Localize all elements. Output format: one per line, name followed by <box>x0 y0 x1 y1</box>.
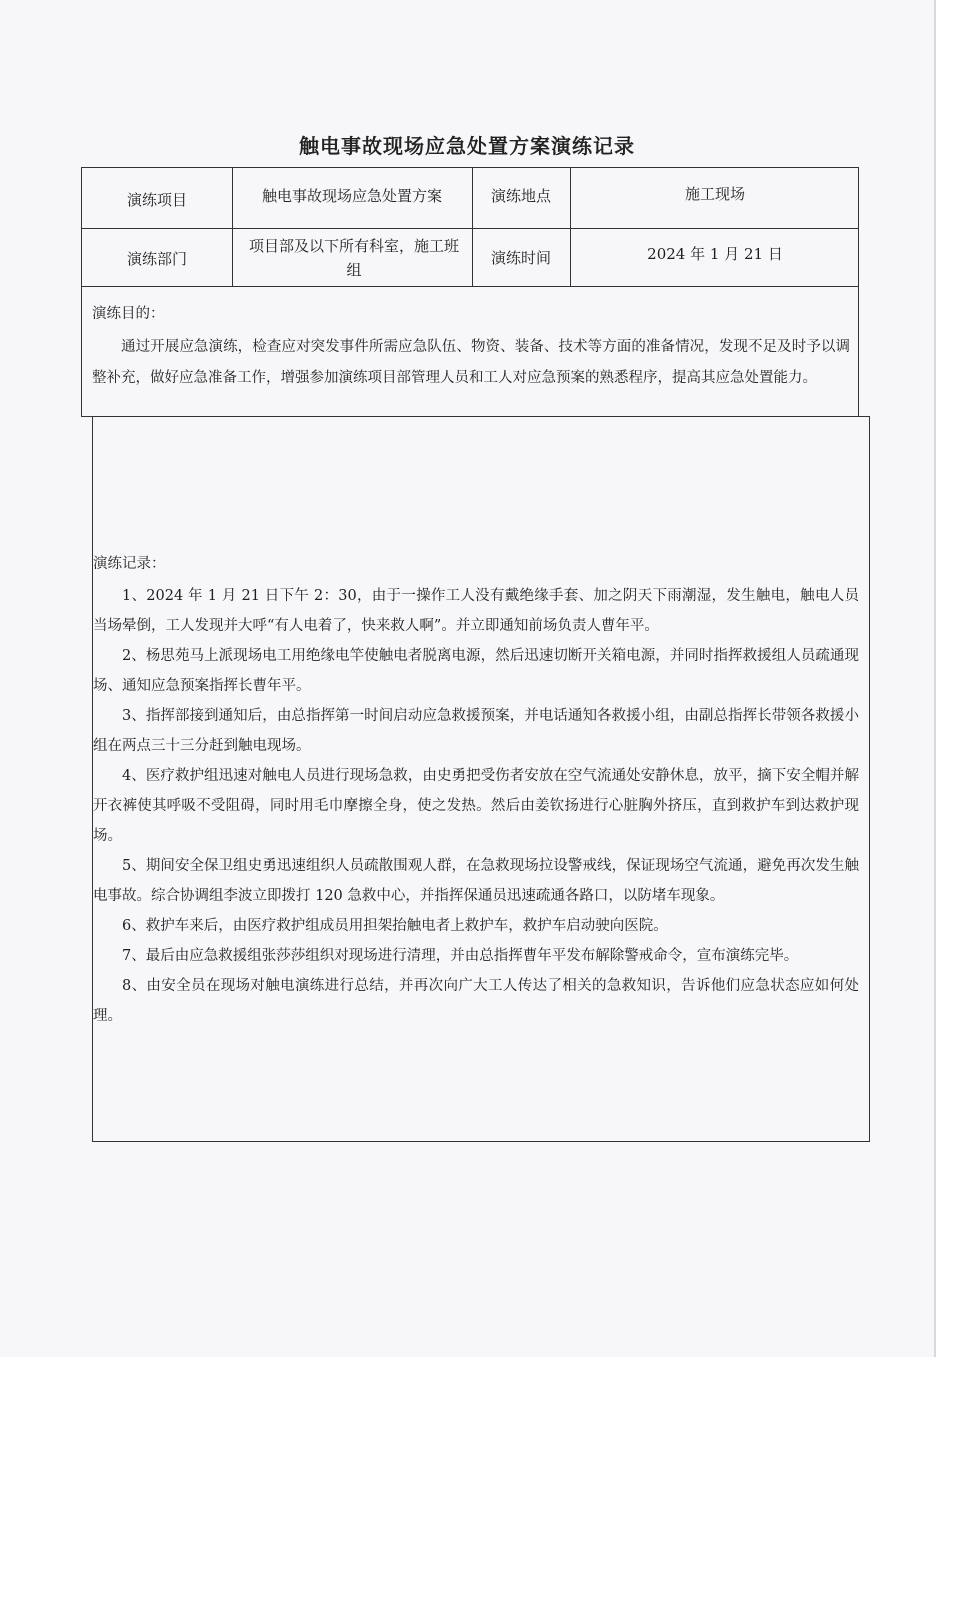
record-item: 6、救护车来后，由医疗救护组成员用担架抬触电者上救护车，救护车启动驶向医院。 <box>122 918 668 934</box>
record-section <box>92 416 870 1142</box>
record-item: 5、期间安全保卫组史勇迅速组织人员疏散围观人群，在急救现场拉设警戒线，保证现场空气流通，避免再次发生触电事故。综合协调组李波立即拨打 120 急救中心，并指挥保通员迅速疏通各路口，以防堵车现象。 <box>93 858 859 904</box>
record-item: 8、由安全员在现场对触电演练进行总结，并再次向广大工人传达了相关的急救知识，告诉他们应急状态应如何处理。 <box>93 978 859 1024</box>
record-item: 4、医疗救护组迅速对触电人员进行现场急救，由史勇把受伤者安放在空气流通处安静休息，放平，摘下安全帽并解开衣裤使其呼吸不受阻碍，同时用毛巾摩擦全身，使之发热。然后由姜钦扬进行心脏胸外挤压，直到救护车到达救护现场。 <box>93 768 859 844</box>
purpose-section <box>81 286 859 417</box>
purpose-heading: 演练目的： <box>92 306 165 322</box>
location-value: 施工现场 <box>684 185 745 203</box>
dept-label: 演练部门 <box>126 250 187 268</box>
project-label: 演练项目 <box>126 191 187 209</box>
record-item: 2、杨思苑马上派现场电工用绝缘电竿使触电者脱离电源，然后迅速切断开关箱电源，并同时指挥救援组人员疏通现场、通知应急预案指挥长曹年平。 <box>93 648 859 694</box>
location-label: 演练地点 <box>490 187 551 205</box>
dept-value: 项目部及以下所有科室，施工班组 <box>248 237 459 279</box>
record-item: 1、2024 年 1 月 21 日下午 2：30，由于一操作工人没有戴绝缘手套、加之阴天下雨潮湿，发生触电，触电人员当场晕倒，工人发现并大呼“有人电着了，快来救人啊”。并立即通知前场负责人曹年平。 <box>93 588 859 634</box>
info-table <box>81 167 859 287</box>
document-title: 触电事故现场应急处置方案演练记录 <box>299 134 635 158</box>
time-value: 2024 年 1 月 21 日 <box>647 245 783 263</box>
record-heading: 演练记录： <box>93 556 166 572</box>
record-item: 3、指挥部接到通知后，由总指挥第一时间启动应急救援预案，并电话通知各救援小组，由副总指挥长带领各救援小组在两点三十三分赶到触电现场。 <box>93 708 859 754</box>
time-label: 演练时间 <box>490 249 551 267</box>
project-value: 触电事故现场应急处置方案 <box>261 187 442 205</box>
record-item: 7、最后由应急救援组张莎莎组织对现场进行清理，并由总指挥曹年平发布解除警戒命令，宣布演练完毕。 <box>122 948 799 964</box>
purpose-text: 通过开展应急演练，检查应对突发事件所需应急队伍、物资、装备、技术等方面的准备情况，发现不足及时予以调整补充，做好应急准备工作，增强参加演练项目部管理人员和工人对应急预案的熟悉程序，提高其应急处置能力。 <box>92 339 850 386</box>
